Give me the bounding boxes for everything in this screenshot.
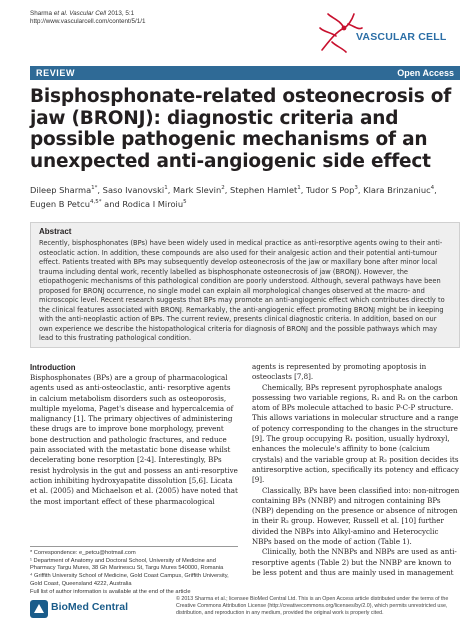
body-paragraph: Bisphosphonates (BPs) are a group of pharmacological agents used as anti-osteoclastic, anti- resorptive agents in calcium metabolism disorders such as osteoporosis, multiple myeloma, Paget's disease and hypercalcemia of malignancy [1]. The primary objectives of administering these drugs are to improve bone morphology, prevent bone destruction and pathologic fractures, and reduce pain associated with the metastatic bone disease whilst decelerating bone resorption [2-4]. Interestingly, BPs resist hydrolysis in the gut and possess an anti-resorptive action inhibiting hydroxyapatite dissolution [5,6]. Licata et al. (2005) and Michaelson et al. (2005) have noted that the most important effect of these pharmacological (30, 373, 238, 506)
author-list: Dileep Sharma$^{1*}$, Saso Ivanovski$^1$, Mark Slevin$^2$, Stephen Hamlet$^1$, Tudor S Pop$^3$, Klara Brinzaniuc$^4$, Eugen B Petcu$^{4,5*}$ and Rodica I Miroiu$^5$ (30, 184, 437, 209)
abstract-box (30, 222, 460, 348)
body-paragraph: agents is represented by promoting apoptosis in osteoclasts [7,8]. (252, 362, 427, 382)
correspondence-note: * Correspondence: e_petcu@hotmail.com (30, 550, 136, 556)
author-info-note: Full list of author information is available at the end of the article (30, 588, 191, 595)
logo-text: VASCULAR CELL (356, 31, 447, 43)
citation-authors: Sharma (30, 10, 54, 17)
section-heading-introduction: Introduction (30, 363, 76, 372)
body-column-right (252, 362, 460, 578)
abstract-heading: Abstract (39, 227, 72, 236)
article-type-label: REVIEW (36, 68, 76, 78)
article-type-bar (30, 66, 460, 80)
article-title: Bisphosphonate-related osteonecrosis of jaw (BRONJ): diagnostic criteria and possible pathogenic mechanisms of an unexpected anti-angiogenic side effect (30, 86, 452, 172)
open-access-label: Open Access (397, 68, 454, 78)
affiliation-note: ¹ Department of Anatomy and Doctoral School, University of Medicine and Pharmacy Targu Mures, 38 Gh Marinescu St, Targu Mures 540000, Romania (30, 557, 224, 572)
body-column-left (30, 362, 238, 507)
body-paragraph: Clinically, both the NNBPs and NBPs are used as anti-resorptive agents (Table 2) but the NNBP are known to be less potent and thus are mainly used in management (252, 547, 457, 577)
publisher-name: BioMed Central (51, 601, 129, 613)
citation-journal: et al. Vascular Cell (53, 10, 107, 17)
citation-header (30, 10, 146, 27)
footnotes (30, 546, 238, 596)
affiliation-note: ⁴ Griffith University School of Medicine, Gold Coast Campus, Griffith University, Gold Coast, Queensland 4222, Australia (30, 573, 229, 587)
abstract-text: Recently, bisphosphonates (BPs) have been widely used in medical practice as anti-resorptive agents owing to their anti-osteoclatic action. In addition, these compounds are also used for their analgesic action and their potential anti-tumour effect. Patients treated with BPs may subsequently develop osteonecrosis of the jaw or maxillary bone after minor local trauma including dental work, recently labelled as bisphosphonate osteonecrosis of jaw (BRONJ). However, the etiopathogenic mechanisms of this pathological condition are poorly understood. Although, several pathways have been proposed for BRONJ occurrence, no single model can explain all morphological changes observed at the macro- and microscopic level. Recent research suggests that BPs may promote an anti-angiogenic effect which contributes directly to the clinical features associated with BRONJ. Remarkably, the anti-angiogenic effect promoting BRONJ might be in keeping with the anti-neoplastic action of BPs. The current review, presents clinical diagnostic criteria. In addition, based on our own experience we describe the histopathological criteria for diagnosis of BRONJ and the possible pathways which may lead to this frustrating pathological condition. (39, 239, 445, 343)
article-url[interactable]: http://www.vascularcell.com/content/5/1/1 (30, 18, 146, 26)
body-paragraph: Classically, BPs have been classified into: non-nitrogen containing BPs (NNBP) and nitrogen containing BPs (NBP) depending on the presence or absence of nitrogen in their R₂ group. However, Russell et al. [10] further divided the NBPs into Alkyl-amino and Heterocyclic NBPs based on the mode of action (Table 1). (252, 485, 460, 547)
license-text: © 2013 Sharma et al.; licensee BioMed Central Ltd. This is an Open Access article distributed under the terms of the Creative Commons Attribution License (http://creativecommons.org/licenses/by/2.0), which permits unrestricted use, distribution, and reproduction in any medium, provided the original work is properly cited. (176, 596, 449, 616)
citation-volume: 2013, 5:1 (106, 10, 135, 17)
body-paragraph: Chemically, BPs represent pyrophosphate analogs possessing two variable regions, R₁ and R₂ on the carbon atom of BPs molecule attached to basic P-C-P structure. This allows variations in molecular structure and a range of potency corresponding to the changes in the structure [9]. The group occupying R₁ position, usually hydroxyl, enhances the molecule's affinity to bone (calcium crystals) and the variable group at R₂ position decides its antiresorptive action, specifically its potency and efficacy [9]. (252, 382, 459, 485)
